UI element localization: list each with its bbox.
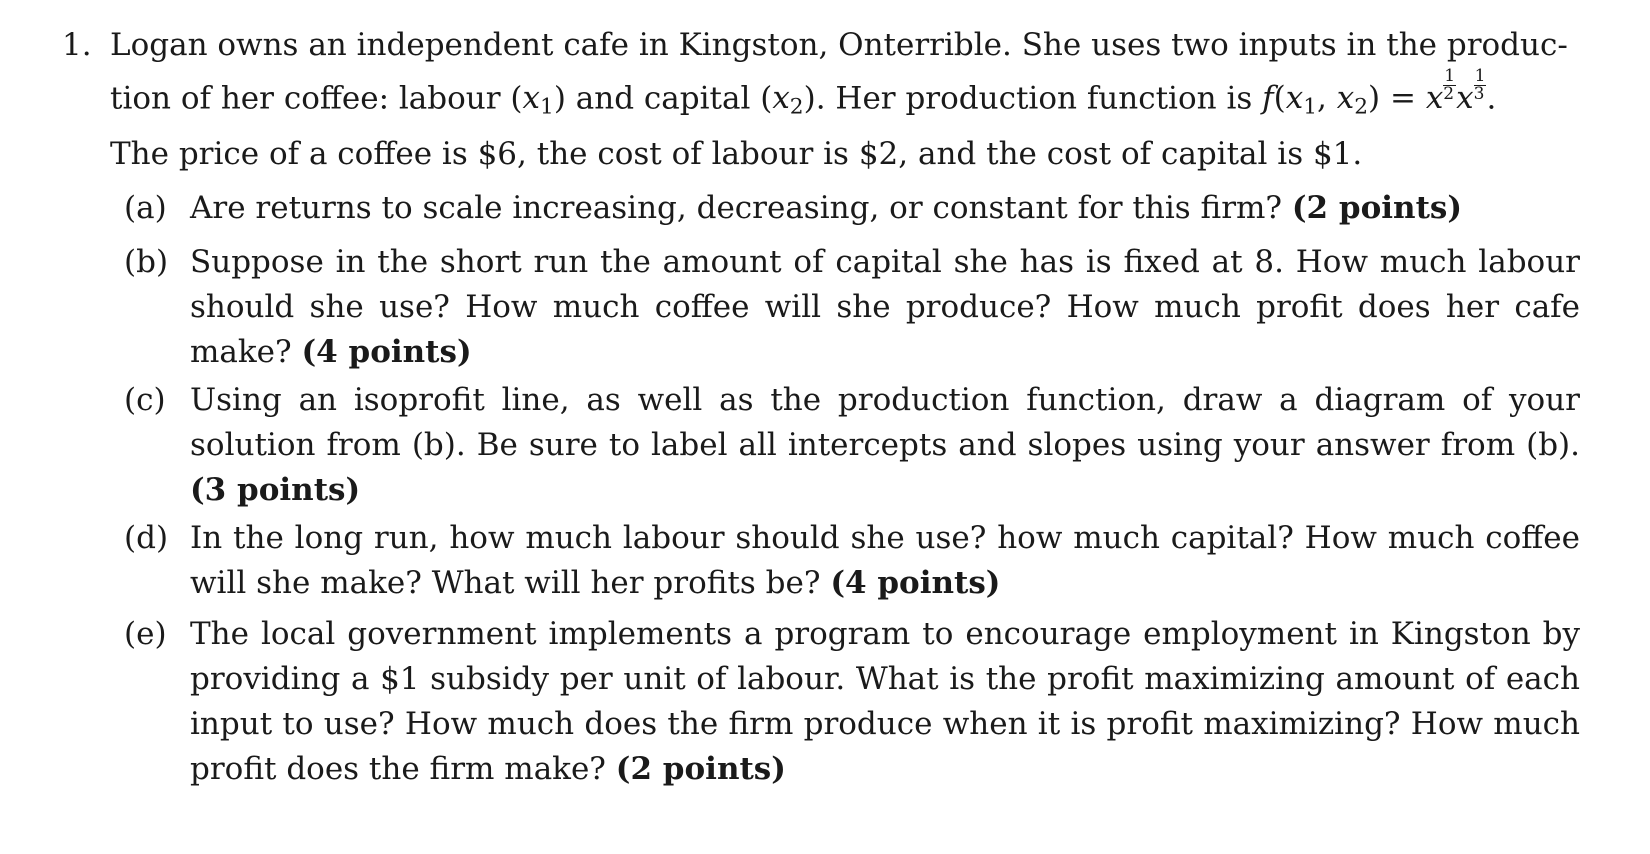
stem-line-1: Logan owns an independent cafe in Kingston, Onterrible. She uses two inputs in the produc- — [110, 27, 1568, 63]
problem-stem — [110, 22, 1582, 177]
part-text: Are returns to scale increasing, decreasing, or constant for this firm? — [190, 190, 1292, 226]
part-b — [124, 240, 1580, 375]
stem-line-2-post: ). Her production function is — [803, 80, 1263, 117]
stem-line-3: The price of a coffee is $6, the cost of labour is $2, and the cost of capital is $1. — [110, 135, 1363, 172]
stem-line-2-end: . — [1486, 80, 1497, 117]
problem-number: 1. — [62, 27, 92, 63]
part-e — [124, 612, 1580, 792]
part-a — [124, 186, 1580, 231]
part-text: Suppose in the short run the amount of capital she has is fixed at 8. How much labour should she use? How much coffee will she produce? How much profit does her cafe make? — [190, 244, 1580, 370]
stem-line-2-pre: tion of her coffee: labour ( — [110, 80, 523, 117]
part-d — [124, 516, 1580, 606]
part-label: (b) — [124, 244, 169, 280]
part-text: The local government implements a program to encourage employment in Kingston by providing a $1 subsidy per unit of labour. What is the profit maximizing amount of each input to use? How much does the firm produce when it is profit maximizing? How much profit does the firm make? — [190, 616, 1580, 787]
part-label: (e) — [124, 616, 167, 652]
part-label: (c) — [124, 382, 166, 418]
points-value: (4 points) — [301, 334, 472, 370]
capital-variable: $x_2$ — [772, 80, 804, 120]
part-text: Using an isoprofit line, as well as the production function, draw a diagram of your solution from (b). Be sure to label all intercepts and slopes using your answer from (b). — [190, 382, 1580, 463]
points-value: (3 points) — [190, 472, 361, 508]
points-value: (4 points) — [830, 565, 1001, 601]
exponent-third: $\frac{1}{3}$ — [1473, 66, 1486, 105]
points-value: (2 points) — [615, 751, 786, 787]
exponent-half: $\frac{1}{2}$ — [1443, 66, 1456, 105]
labour-variable: $x_1$ — [522, 80, 554, 120]
part-text: In the long run, how much labour should she use? how much capital? How much coffee will she make? What will her profits be? — [190, 520, 1580, 601]
part-label: (a) — [124, 190, 167, 226]
points-value: (2 points) — [1291, 190, 1463, 226]
production-function: $f(x_1$, $x_2) = x$ $\frac{1}{2}$ x $\frac{1}{3}$ — [1262, 66, 1486, 120]
part-c — [124, 378, 1580, 513]
problem-statement — [62, 22, 1582, 177]
stem-line-2-mid: ) and capital ( — [553, 80, 773, 117]
part-label: (d) — [124, 520, 169, 556]
